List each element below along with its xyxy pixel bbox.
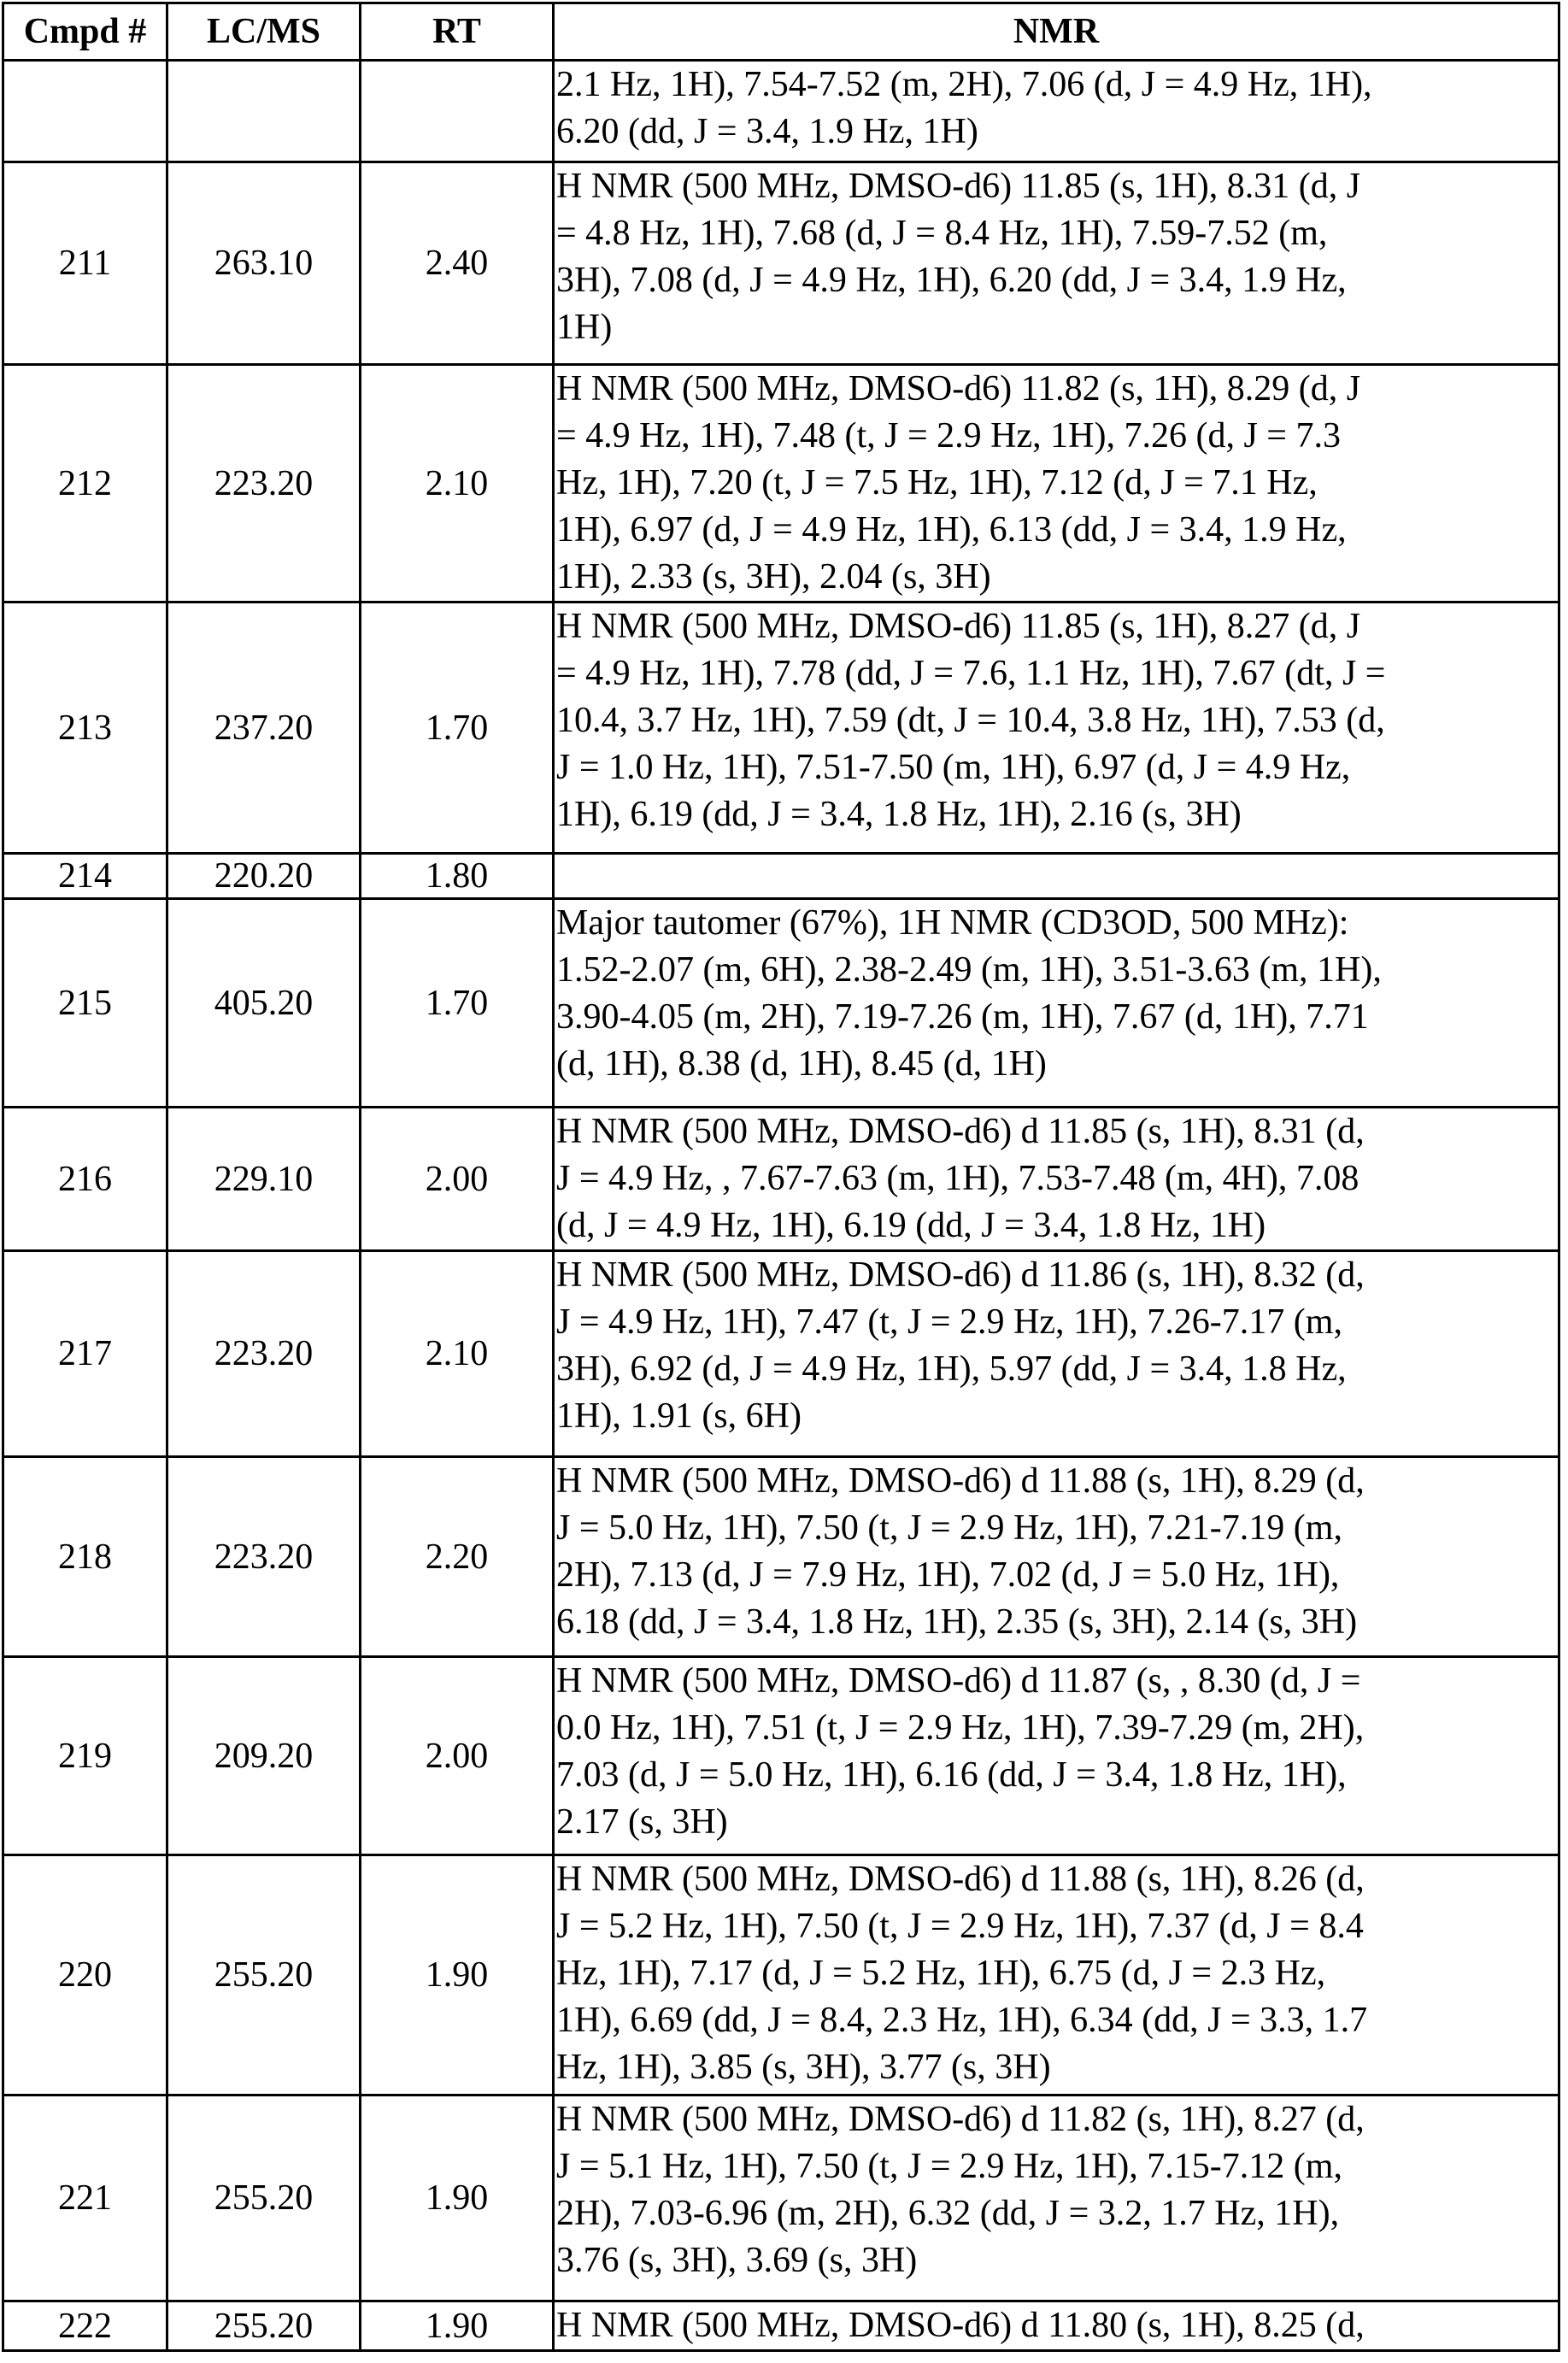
- nmr-cell: [554, 603, 1559, 854]
- rt-cell: 1.90: [361, 2096, 554, 2301]
- cmpd-cell: 222: [3, 2301, 167, 2351]
- lcms-cell: 223.20: [167, 1251, 361, 1457]
- nmr-cell: [554, 1855, 1559, 2096]
- header-row: [3, 3, 1559, 61]
- nmr-line: 2H), 7.13 (d, J = 7.9 Hz, 1H), 7.02 (d, J = 5.0 Hz, 1H),: [556, 1552, 1558, 1599]
- table-row: [3, 2096, 1559, 2301]
- nmr-line: 2H), 7.03-6.96 (m, 2H), 6.32 (dd, J = 3.2, 1.7 Hz, 1H),: [556, 2190, 1558, 2237]
- table-row: [3, 1108, 1559, 1251]
- table-row: [3, 61, 1559, 162]
- nmr-line: J = 5.0 Hz, 1H), 7.50 (t, J = 2.9 Hz, 1H), 7.21-7.19 (m,: [556, 1505, 1558, 1552]
- nmr-cell: [554, 61, 1559, 162]
- rt-cell: 2.10: [361, 365, 554, 603]
- table-row: [3, 603, 1559, 854]
- nmr-cell: [554, 2301, 1559, 2351]
- lcms-cell: 255.20: [167, 2096, 361, 2301]
- header-cmpd: Cmpd #: [3, 3, 167, 61]
- cmpd-cell: 213: [3, 603, 167, 854]
- table-row: [3, 2301, 1559, 2351]
- cmpd-cell: 215: [3, 899, 167, 1108]
- nmr-line: H NMR (500 MHz, DMSO-d6) d 11.82 (s, 1H), 8.27 (d,: [556, 2096, 1558, 2143]
- nmr-line: 2.1 Hz, 1H), 7.54-7.52 (m, 2H), 7.06 (d, J = 4.9 Hz, 1H),: [556, 62, 1558, 109]
- lcms-cell: 220.20: [167, 854, 361, 899]
- cmpd-cell: 212: [3, 365, 167, 603]
- nmr-line: 3H), 6.92 (d, J = 4.9 Hz, 1H), 5.97 (dd, J = 3.4, 1.8 Hz,: [556, 1346, 1558, 1393]
- nmr-cell: [554, 1251, 1559, 1457]
- nmr-line: = 4.9 Hz, 1H), 7.48 (t, J = 2.9 Hz, 1H), 7.26 (d, J = 7.3: [556, 413, 1558, 460]
- nmr-line: 1H): [556, 304, 1558, 351]
- nmr-line: H NMR (500 MHz, DMSO-d6) d 11.88 (s, 1H), 8.26 (d,: [556, 1856, 1558, 1903]
- lcms-cell: 255.20: [167, 2301, 361, 2351]
- nmr-line: = 4.8 Hz, 1H), 7.68 (d, J = 8.4 Hz, 1H), 7.59-7.52 (m,: [556, 210, 1558, 257]
- header-nmr: NMR: [554, 3, 1559, 61]
- cmpd-cell: 214: [3, 854, 167, 899]
- nmr-line: H NMR (500 MHz, DMSO-d6) d 11.85 (s, 1H), 8.31 (d,: [556, 1108, 1558, 1155]
- lcms-cell: 255.20: [167, 1855, 361, 2096]
- rt-cell: 2.00: [361, 1657, 554, 1855]
- nmr-line: H NMR (500 MHz, DMSO-d6) d 11.86 (s, 1H), 8.32 (d,: [556, 1252, 1558, 1299]
- nmr-cell: [554, 365, 1559, 603]
- rt-cell: 1.80: [361, 854, 554, 899]
- nmr-line: 3.76 (s, 3H), 3.69 (s, 3H): [556, 2237, 1558, 2284]
- nmr-line: J = 4.9 Hz, , 7.67-7.63 (m, 1H), 7.53-7.48 (m, 4H), 7.08: [556, 1155, 1558, 1202]
- table-row: [3, 899, 1559, 1108]
- lcms-cell: 405.20: [167, 899, 361, 1108]
- rt-cell: 1.70: [361, 603, 554, 854]
- cmpd-cell: 221: [3, 2096, 167, 2301]
- header-rt: RT: [361, 3, 554, 61]
- cmpd-cell: 216: [3, 1108, 167, 1251]
- lcms-cell: 237.20: [167, 603, 361, 854]
- nmr-line: 1H), 1.91 (s, 6H): [556, 1393, 1558, 1440]
- nmr-line: 1H), 6.69 (dd, J = 8.4, 2.3 Hz, 1H), 6.34 (dd, J = 3.3, 1.7: [556, 1997, 1558, 2044]
- nmr-cell: [554, 1108, 1559, 1251]
- nmr-line: J = 5.1 Hz, 1H), 7.50 (t, J = 2.9 Hz, 1H), 7.15-7.12 (m,: [556, 2143, 1558, 2190]
- rt-cell: 1.90: [361, 1855, 554, 2096]
- table-body: [3, 61, 1559, 2351]
- nmr-line: = 4.9 Hz, 1H), 7.78 (dd, J = 7.6, 1.1 Hz, 1H), 7.67 (dt, J =: [556, 650, 1558, 697]
- nmr-line: H NMR (500 MHz, DMSO-d6) 11.85 (s, 1H), 8.31 (d, J: [556, 163, 1558, 210]
- compound-data-table: [2, 2, 1560, 2352]
- lcms-cell: [167, 61, 361, 162]
- nmr-line: 2.17 (s, 3H): [556, 1799, 1558, 1846]
- cmpd-cell: 217: [3, 1251, 167, 1457]
- nmr-line: (d, J = 4.9 Hz, 1H), 6.19 (dd, J = 3.4, 1.8 Hz, 1H): [556, 1202, 1558, 1249]
- nmr-line: (d, 1H), 8.38 (d, 1H), 8.45 (d, 1H): [556, 1041, 1558, 1088]
- nmr-line: Hz, 1H), 7.20 (t, J = 7.5 Hz, 1H), 7.12 (d, J = 7.1 Hz,: [556, 460, 1558, 507]
- nmr-line: H NMR (500 MHz, DMSO-d6) d 11.88 (s, 1H), 8.29 (d,: [556, 1458, 1558, 1505]
- nmr-line: 3.90-4.05 (m, 2H), 7.19-7.26 (m, 1H), 7.67 (d, 1H), 7.71: [556, 994, 1558, 1041]
- cmpd-cell: 219: [3, 1657, 167, 1855]
- rt-cell: 1.90: [361, 2301, 554, 2351]
- nmr-cell: [554, 2096, 1559, 2301]
- rt-cell: 2.00: [361, 1108, 554, 1251]
- nmr-line: 1H), 2.33 (s, 3H), 2.04 (s, 3H): [556, 554, 1558, 601]
- nmr-cell: [554, 1657, 1559, 1855]
- nmr-cell: [554, 1457, 1559, 1657]
- nmr-line: H NMR (500 MHz, DMSO-d6) 11.82 (s, 1H), 8.29 (d, J: [556, 366, 1558, 413]
- rt-cell: [361, 61, 554, 162]
- nmr-cell: [554, 854, 1559, 899]
- lcms-cell: 263.10: [167, 162, 361, 365]
- table-row: [3, 1855, 1559, 2096]
- nmr-cell: [554, 899, 1559, 1108]
- table-row: [3, 1457, 1559, 1657]
- rt-cell: 2.20: [361, 1457, 554, 1657]
- table-row: [3, 854, 1559, 899]
- nmr-line: H NMR (500 MHz, DMSO-d6) 11.85 (s, 1H), 8.27 (d, J: [556, 603, 1558, 650]
- table-row: [3, 162, 1559, 365]
- nmr-cell: [554, 162, 1559, 365]
- table-row: [3, 1657, 1559, 1855]
- table-row: [3, 1251, 1559, 1457]
- nmr-line: J = 1.0 Hz, 1H), 7.51-7.50 (m, 1H), 6.97 (d, J = 4.9 Hz,: [556, 744, 1558, 791]
- nmr-line: Hz, 1H), 3.85 (s, 3H), 3.77 (s, 3H): [556, 2044, 1558, 2091]
- lcms-cell: 229.10: [167, 1108, 361, 1251]
- lcms-cell: 223.20: [167, 365, 361, 603]
- nmr-line: J = 5.2 Hz, 1H), 7.50 (t, J = 2.9 Hz, 1H), 7.37 (d, J = 8.4: [556, 1903, 1558, 1950]
- rt-cell: 2.40: [361, 162, 554, 365]
- nmr-line: H NMR (500 MHz, DMSO-d6) d 11.80 (s, 1H), 8.25 (d,: [556, 2302, 1558, 2349]
- cmpd-cell: 211: [3, 162, 167, 365]
- nmr-line: 6.20 (dd, J = 3.4, 1.9 Hz, 1H): [556, 109, 1558, 156]
- nmr-line: 1.52-2.07 (m, 6H), 2.38-2.49 (m, 1H), 3.51-3.63 (m, 1H),: [556, 947, 1558, 994]
- cmpd-cell: 220: [3, 1855, 167, 2096]
- rt-cell: 1.70: [361, 899, 554, 1108]
- nmr-line: J = 4.9 Hz, 1H), 7.47 (t, J = 2.9 Hz, 1H), 7.26-7.17 (m,: [556, 1299, 1558, 1346]
- nmr-line: 0.0 Hz, 1H), 7.51 (t, J = 2.9 Hz, 1H), 7.39-7.29 (m, 2H),: [556, 1705, 1558, 1752]
- nmr-line: 10.4, 3.7 Hz, 1H), 7.59 (dt, J = 10.4, 3.8 Hz, 1H), 7.53 (d,: [556, 697, 1558, 744]
- lcms-cell: 223.20: [167, 1457, 361, 1657]
- table-row: [3, 365, 1559, 603]
- rt-cell: 2.10: [361, 1251, 554, 1457]
- nmr-line: 7.03 (d, J = 5.0 Hz, 1H), 6.16 (dd, J = 3.4, 1.8 Hz, 1H),: [556, 1752, 1558, 1799]
- nmr-line: H NMR (500 MHz, DMSO-d6) d 11.87 (s, , 8.30 (d, J =: [556, 1658, 1558, 1705]
- cmpd-cell: 218: [3, 1457, 167, 1657]
- lcms-cell: 209.20: [167, 1657, 361, 1855]
- nmr-line: 1H), 6.19 (dd, J = 3.4, 1.8 Hz, 1H), 2.16 (s, 3H): [556, 791, 1558, 838]
- header-lcms: LC/MS: [167, 3, 361, 61]
- nmr-line: 6.18 (dd, J = 3.4, 1.8 Hz, 1H), 2.35 (s, 3H), 2.14 (s, 3H): [556, 1599, 1558, 1646]
- nmr-line: Hz, 1H), 7.17 (d, J = 5.2 Hz, 1H), 6.75 (d, J = 2.3 Hz,: [556, 1950, 1558, 1997]
- cmpd-cell: [3, 61, 167, 162]
- nmr-line: 1H), 6.97 (d, J = 4.9 Hz, 1H), 6.13 (dd, J = 3.4, 1.9 Hz,: [556, 507, 1558, 554]
- nmr-line: 3H), 7.08 (d, J = 4.9 Hz, 1H), 6.20 (dd, J = 3.4, 1.9 Hz,: [556, 257, 1558, 304]
- nmr-line: Major tautomer (67%), 1H NMR (CD3OD, 500 MHz):: [556, 900, 1558, 947]
